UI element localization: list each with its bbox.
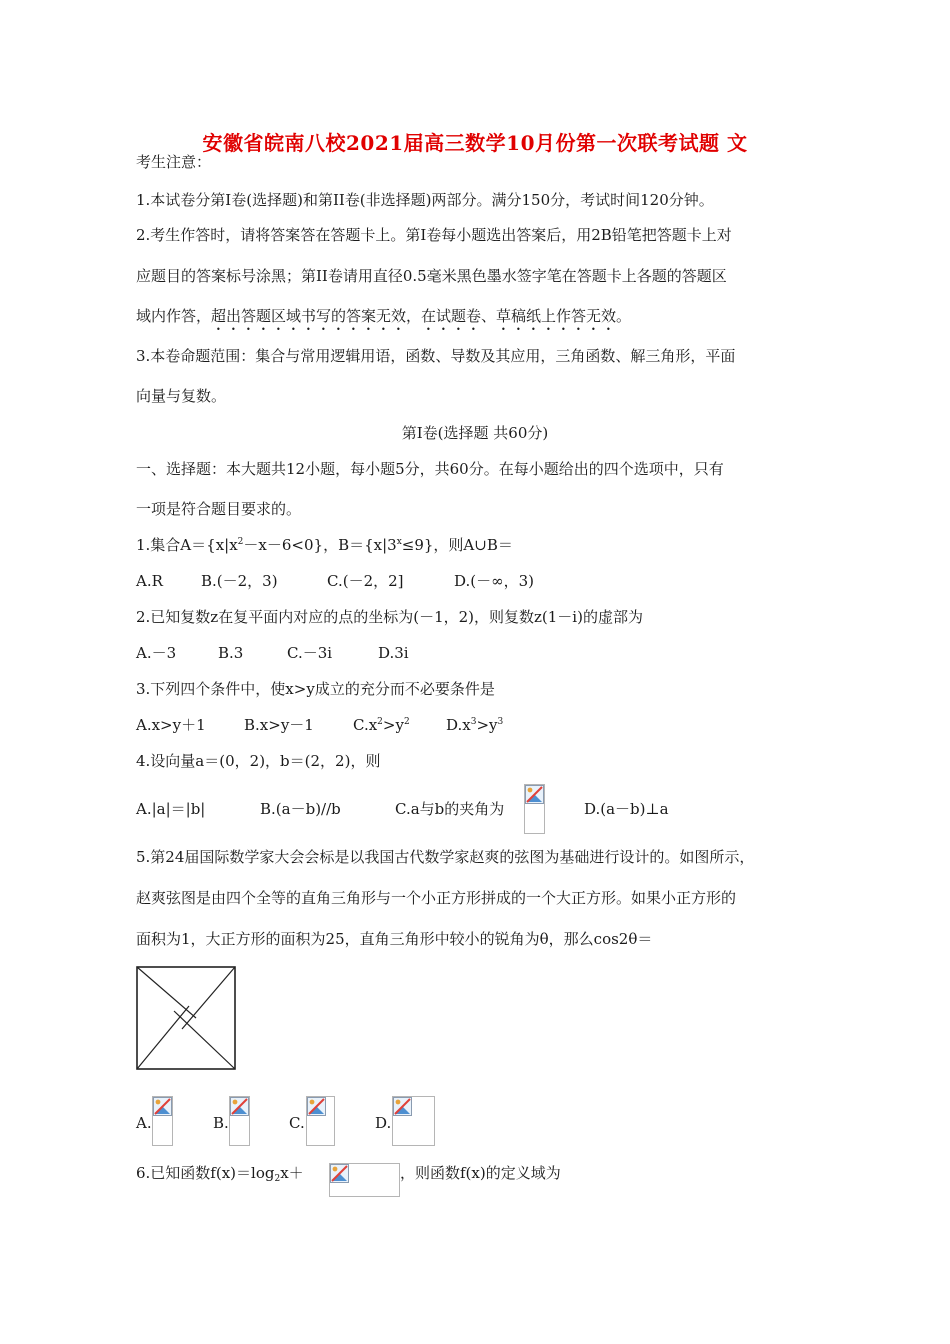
q5-stem-line-1: 5.第24届国际数学家大会会标是以我国古代数学家赵爽的弦图为基础进行设计的。如图所示，: [136, 848, 755, 866]
q5-option-a: A.: [136, 1114, 152, 1132]
q2-stem: 2.已知复数z在复平面内对应的点的坐标为(－1，2)，则复数z(1－i)的虚部为: [136, 608, 643, 626]
q3-option-d: [446, 715, 503, 735]
exam-title: 安徽省皖南八校2021届高三数学10月份第一次联考试题 文: [202, 131, 748, 155]
q6-log-base: 2: [274, 1174, 281, 1184]
q5-stem-line-3: 面积为1，大正方形的面积为25，直角三角形中较小的锐角为θ，那么cos2θ＝: [136, 930, 653, 948]
q1-exp-x: x: [396, 537, 402, 547]
q4-option-a: A.|a|＝|b|: [136, 800, 206, 818]
q3-d-exp: 3: [470, 717, 477, 727]
q6-stem-part: 6.已知函数f(x)＝log: [136, 1164, 275, 1182]
q1-exp-2: 2: [237, 537, 244, 547]
q3-d-part: D.x: [446, 716, 471, 734]
section1-line-2: 一项是符合题目要求的。: [136, 500, 302, 518]
q6-stem-part-2: ，则函数f(x)的定义域为: [400, 1164, 561, 1182]
q3-stem: 3.下列四个条件中，使x>y成立的充分而不必要条件是: [136, 680, 495, 698]
q1-option-a: A.R: [136, 572, 163, 590]
q5-a-formula-image-icon: [152, 1096, 173, 1146]
q3-c-part: C.x: [353, 716, 378, 734]
q5-option-d: D.: [375, 1114, 392, 1132]
notice-item-2-line-1: 2.考生作答时，请将答案答在答题卡上。第Ⅰ卷每小题选出答案后，用2B铅笔把答题卡上对: [136, 226, 732, 244]
q4-option-b: B.(a－b)//b: [260, 800, 341, 818]
q3-c-exp: 2: [403, 717, 410, 727]
notice-item-2-emphasis: 超出答题区域书写的答案无效，在试题卷、草稿纸上作答无效: [211, 307, 617, 325]
q3-option-a: A.x>y＋1: [136, 716, 206, 734]
q6-stem-part-1: [136, 1163, 304, 1183]
q5-option-b: B.: [213, 1114, 229, 1132]
q6-formula-image-icon: [329, 1163, 400, 1197]
notice-item-2-line-3: [136, 306, 631, 334]
q4-stem: 4.设向量a＝(0，2)，b＝(2，2)，则: [136, 752, 381, 770]
q1-stem-part: ≤9}，则A∪B＝: [401, 536, 513, 554]
q5-d-formula-image-icon: [392, 1096, 435, 1146]
q3-c-part: >y: [382, 716, 404, 734]
q3-option-c: [353, 715, 410, 735]
q4-c-formula-image-icon: [524, 784, 545, 834]
q2-option-c: C.－3i: [287, 644, 333, 662]
q3-d-part: >y: [476, 716, 498, 734]
q1-stem-part: －x－6<0}，B＝{x|3: [243, 536, 397, 554]
zhao-shuang-string-diagram: [136, 966, 236, 1070]
notice-item-3-line-1: 3.本卷命题范围：集合与常用逻辑用语，函数、导数及其应用，三角函数、解三角形，平面: [136, 347, 736, 365]
q4-option-c: C.a与b的夹角为: [395, 800, 505, 818]
q3-d-exp: 3: [497, 717, 504, 727]
q1-option-d: D.(－∞，3): [454, 572, 535, 590]
q5-b-formula-image-icon: [229, 1096, 250, 1146]
q3-option-b: B.x>y－1: [244, 716, 314, 734]
q4-option-d: D.(a－b)⊥a: [584, 800, 669, 818]
notice-item-2-end: 。: [616, 307, 632, 325]
notice-item-2-plain: 域内作答，: [136, 307, 212, 325]
q6-stem-part: x＋: [280, 1164, 304, 1182]
section1-line-1: 一、选择题：本大题共12小题，每小题5分，共60分。在每小题给出的四个选项中，只有: [136, 460, 724, 478]
q2-option-d: D.3i: [378, 644, 409, 662]
notice-item-3-line-2: 向量与复数。: [136, 387, 227, 405]
q2-option-b: B.3: [218, 644, 244, 662]
q3-c-exp: 2: [377, 717, 383, 727]
q5-stem-line-2: 赵爽弦图是由四个全等的直角三角形与一个小正方形拼成的一个大正方形。如果小正方形的: [136, 889, 737, 907]
notice-heading: 考生注意：: [136, 153, 212, 171]
q1-option-c: C.(－2，2]: [327, 572, 404, 590]
notice-item-2-line-2: 应题目的答案标号涂黑；第II卷请用直径0.5毫米黑色墨水签字笔在答题卡上各题的答题区: [136, 267, 727, 285]
q1-stem: [136, 535, 513, 555]
q5-c-formula-image-icon: [306, 1096, 335, 1146]
q1-stem-part: 1.集合A＝{x|x: [136, 536, 238, 554]
q2-option-a: A.－3: [136, 644, 177, 662]
part1-heading: 第Ⅰ卷(选择题 共60分): [401, 424, 549, 442]
q1-option-b: B.(－2，3): [201, 572, 278, 590]
notice-item-1: 1.本试卷分第Ⅰ卷(选择题)和第II卷(非选择题)两部分。满分150分，考试时间120分钟。: [136, 191, 714, 209]
q5-option-c: C.: [289, 1114, 305, 1132]
